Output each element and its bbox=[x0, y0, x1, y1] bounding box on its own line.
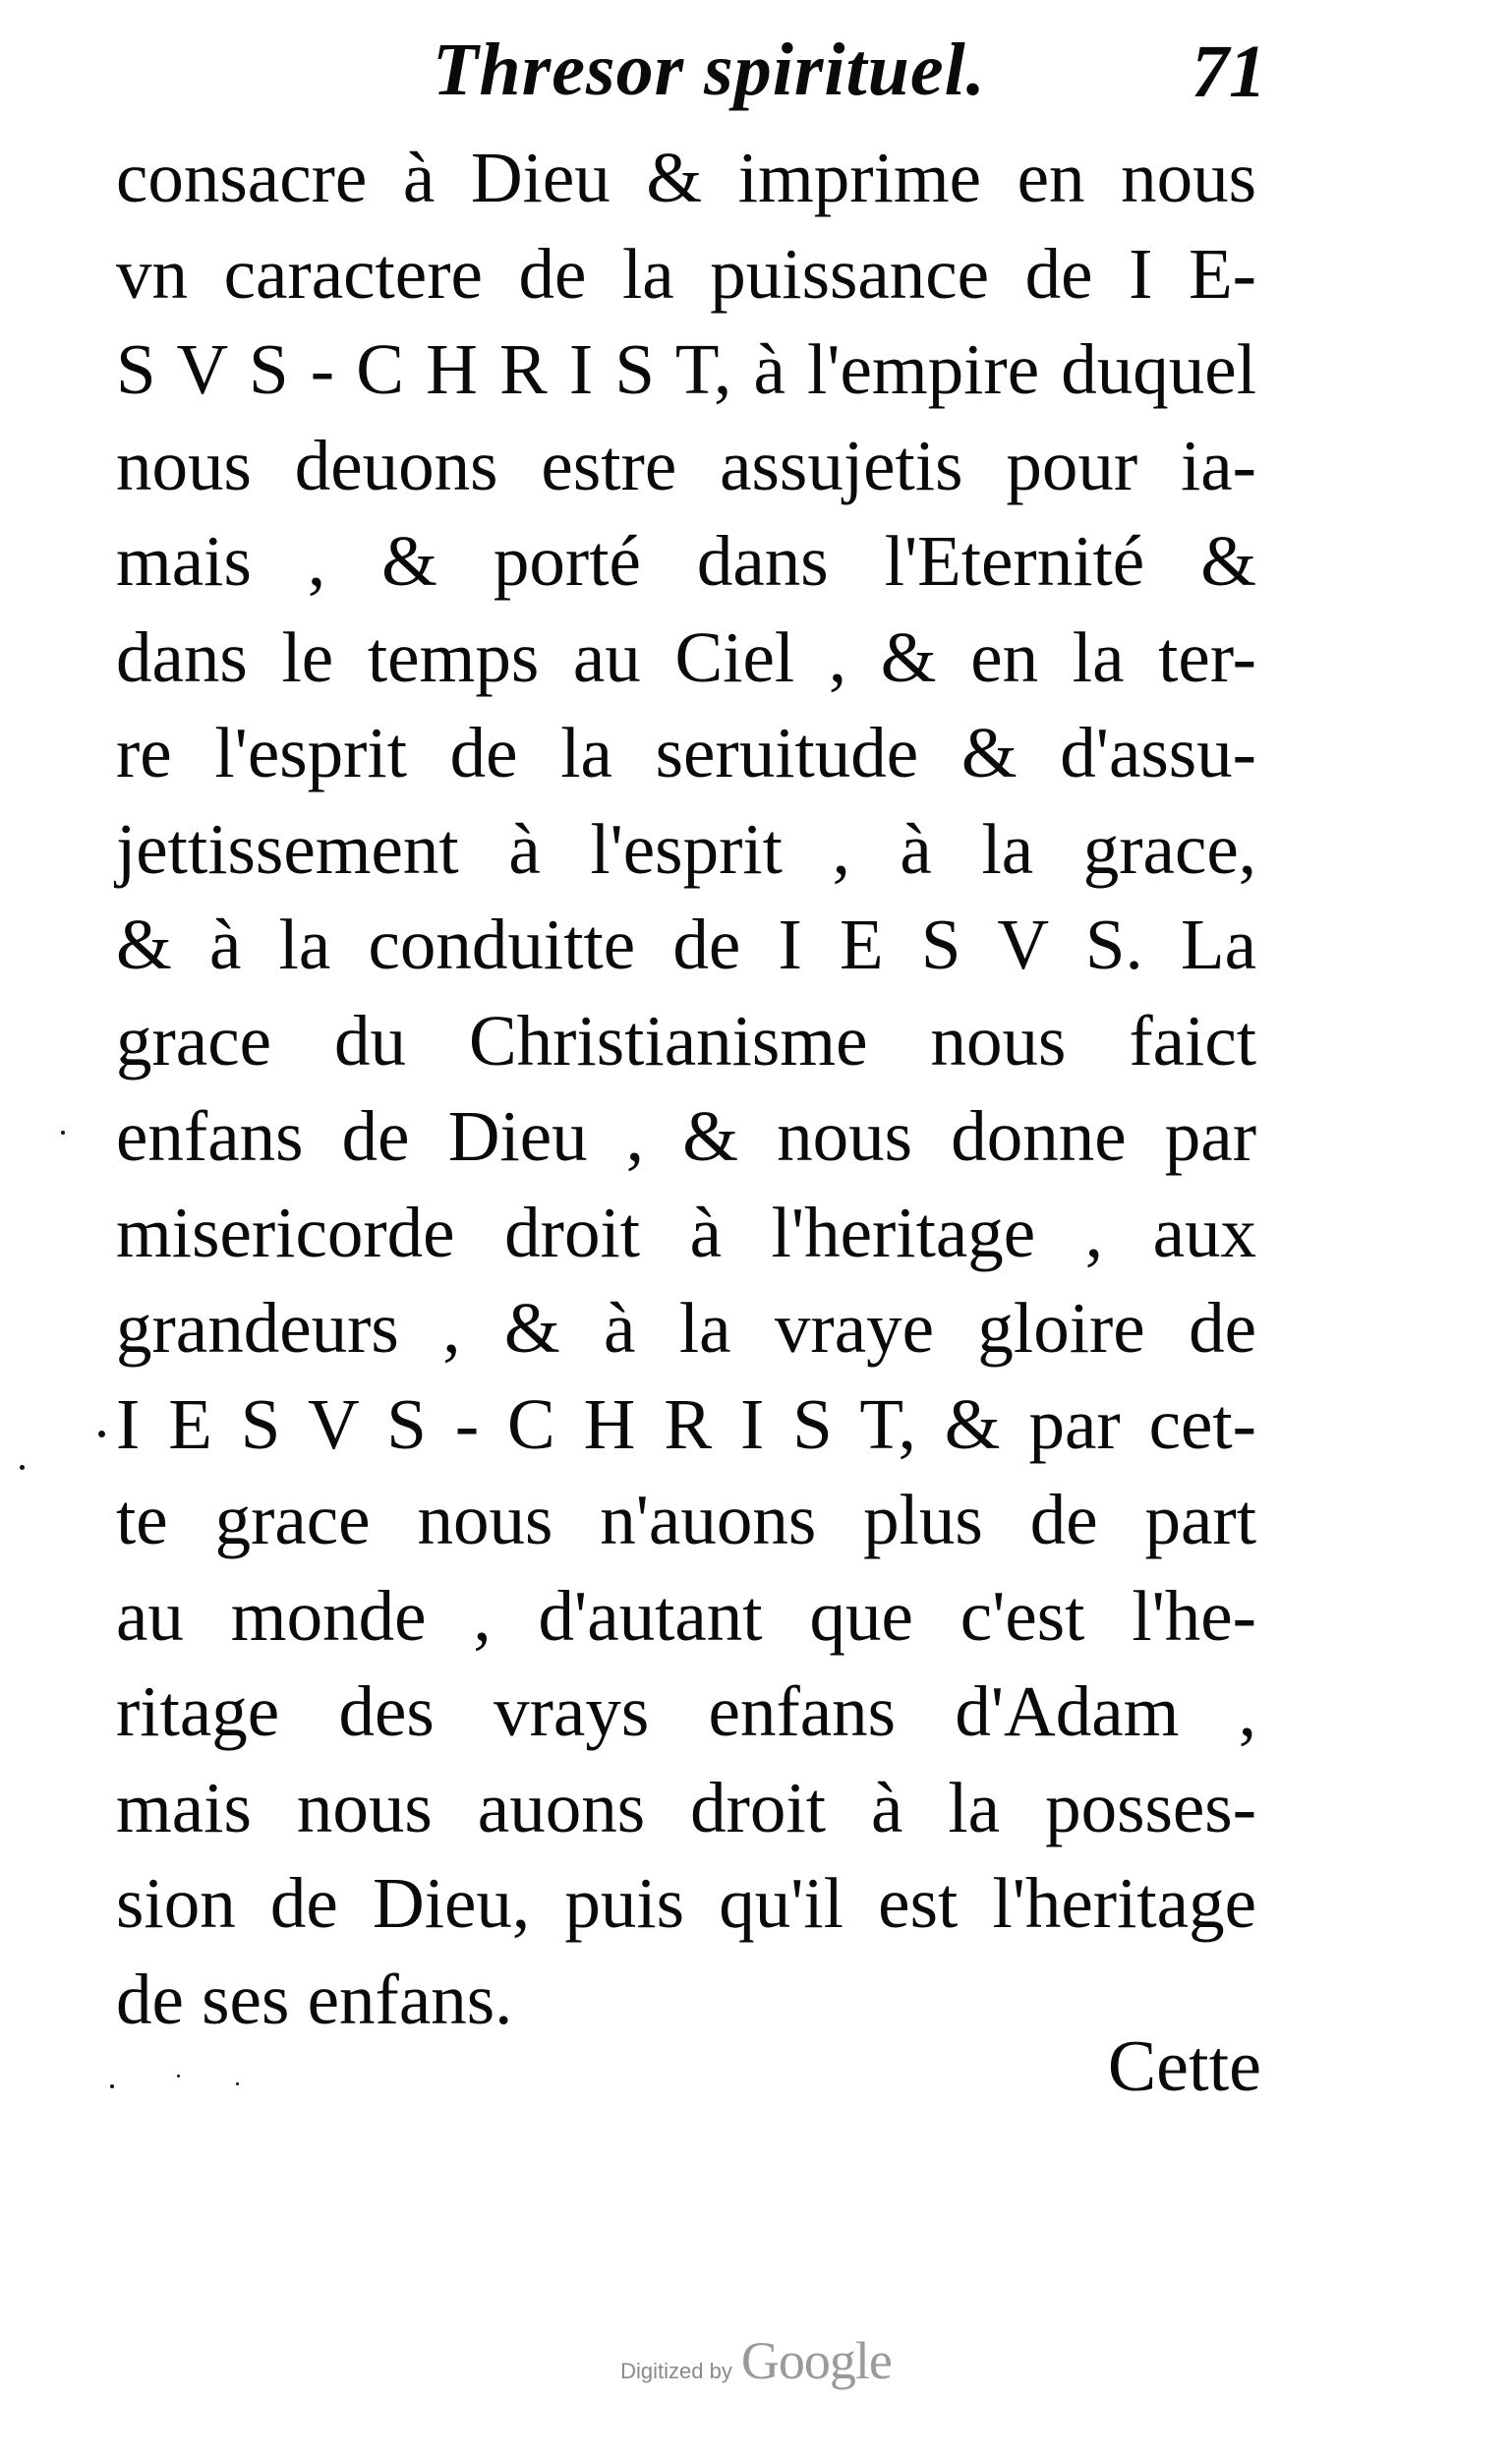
digitization-watermark bbox=[0, 2330, 1512, 2391]
running-head bbox=[433, 28, 1278, 116]
running-title: Thresor spirituel. bbox=[433, 29, 986, 111]
ink-speck bbox=[110, 2084, 114, 2088]
text-line: consacre à Dieu & imprime en nous bbox=[116, 138, 1256, 217]
text-line: jettissement à l'esprit , à la grace, bbox=[116, 808, 1256, 889]
text-line: & à la conduitte de I E S V S. La bbox=[116, 905, 1256, 984]
ink-speck bbox=[61, 1131, 65, 1135]
text-line: enfans de Dieu , & nous donne par bbox=[116, 1096, 1256, 1176]
text-line: au monde , d'autant que c'est l'he- bbox=[116, 1575, 1256, 1656]
text-line: te grace nous n'auons plus de part bbox=[116, 1480, 1256, 1559]
ink-speck bbox=[236, 2082, 239, 2085]
text-line: mais nous auons droit à la posses- bbox=[116, 1767, 1256, 1847]
text-line: vn caractere de la puissance de I E- bbox=[116, 233, 1256, 314]
page-number: 71 bbox=[1192, 30, 1266, 113]
text-line: nous deuons estre assujetis pour ia- bbox=[116, 425, 1256, 505]
body-text bbox=[116, 130, 1256, 2047]
text-line: dans le temps au Ciel , & en la ter- bbox=[116, 616, 1256, 697]
text-line: ritage des vrays enfans d'Adam , bbox=[116, 1671, 1256, 1751]
google-logo: Google bbox=[740, 2331, 892, 2390]
ink-speck bbox=[20, 1465, 25, 1470]
ink-speck bbox=[177, 2075, 180, 2078]
text-line: S V S - C H R I S T, à l'empire duquel bbox=[116, 329, 1256, 409]
catchword: Cette bbox=[1107, 2026, 1261, 2107]
ink-speck bbox=[98, 1431, 105, 1437]
text-line: re l'esprit de la seruitude & d'assu- bbox=[116, 713, 1256, 792]
text-line: misericorde droit à l'heritage , aux bbox=[116, 1192, 1256, 1272]
text-line: grace du Christianisme nous faict bbox=[116, 1000, 1256, 1081]
watermark-label: Digitized by bbox=[620, 2359, 732, 2383]
text-line: sion de Dieu, puis qu'il est l'heritage bbox=[116, 1863, 1256, 1943]
text-line-last: de ses enfans. bbox=[116, 1959, 513, 2039]
text-line: I E S V S - C H R I S T, & par cet- bbox=[116, 1383, 1256, 1464]
text-line: mais , & porté dans l'Eternité & bbox=[116, 521, 1256, 601]
text-line: grandeurs , & à la vraye gloire de bbox=[116, 1288, 1256, 1368]
